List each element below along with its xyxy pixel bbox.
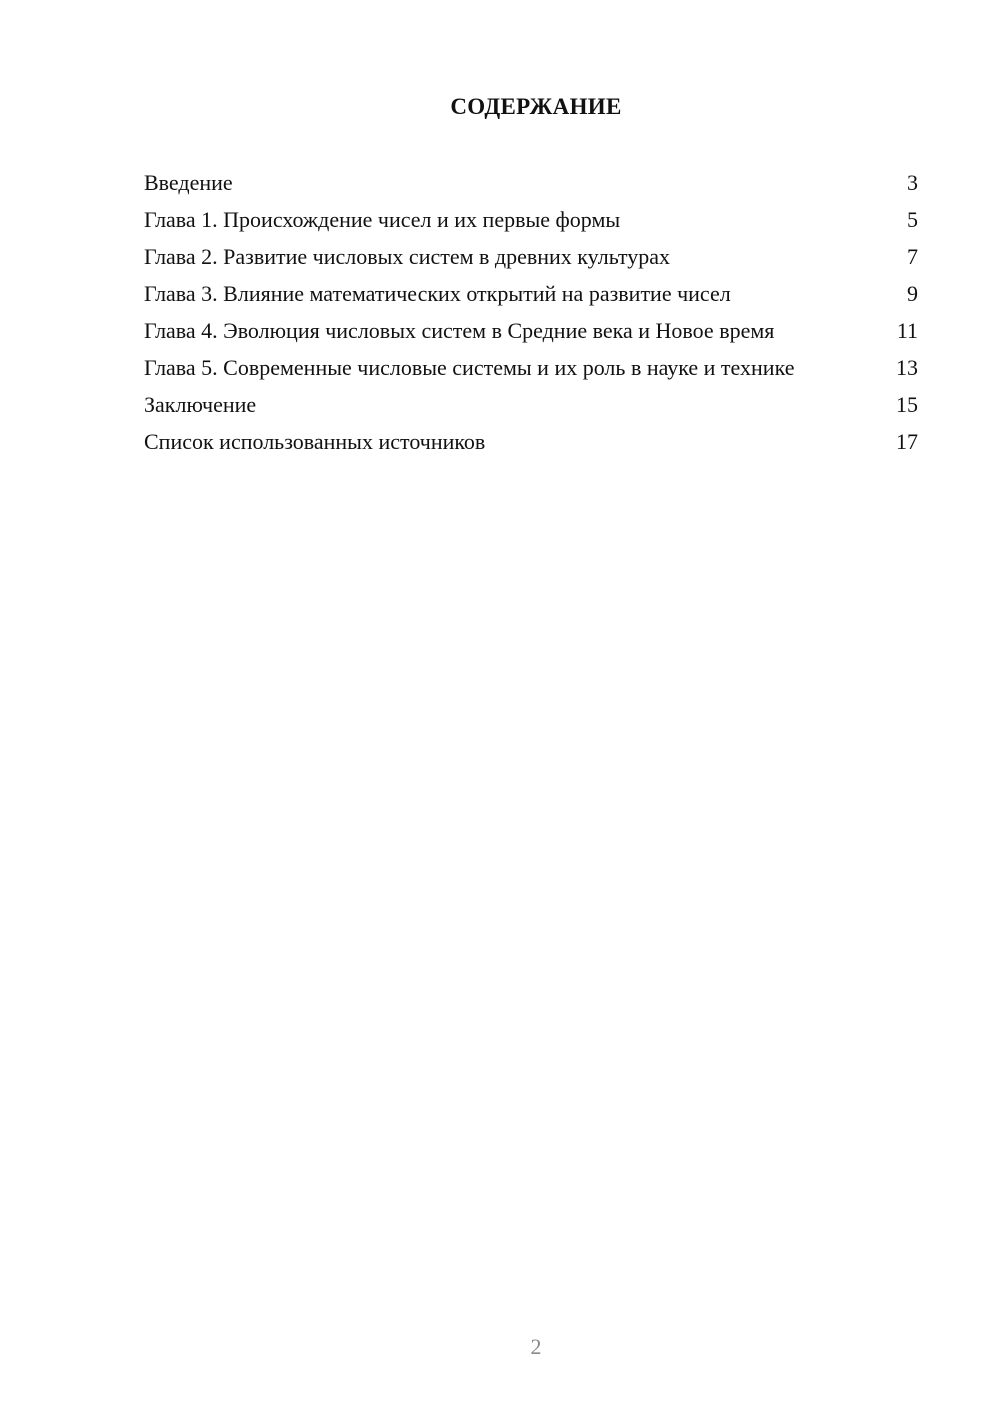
toc-entry-page: 15 <box>896 392 918 417</box>
toc-entry-page: 13 <box>896 355 918 380</box>
toc-entry-label: Заключение <box>144 392 257 417</box>
toc-entry-label: Глава 4. Эволюция числовых систем в Средние века и Новое время <box>144 318 775 343</box>
toc-entry-chapter-3 <box>144 281 918 307</box>
toc-entry-page: 9 <box>907 281 918 306</box>
toc-entry-label: Глава 5. Современные числовые системы и их роль в науке и технике <box>144 355 795 380</box>
table-of-contents <box>144 170 918 466</box>
toc-entry-page: 17 <box>896 429 918 454</box>
toc-entry-references <box>144 429 918 455</box>
toc-entry-chapter-5 <box>144 355 918 381</box>
toc-entry-chapter-4 <box>144 318 918 344</box>
toc-entry-label: Список использованных источников <box>144 429 486 454</box>
toc-entry-page: 11 <box>896 318 918 343</box>
toc-entry-page: 7 <box>907 244 918 269</box>
toc-entry-chapter-1 <box>144 207 918 233</box>
toc-entry-introduction <box>144 170 918 196</box>
toc-entry-label: Введение <box>144 170 233 195</box>
toc-entry-chapter-2 <box>144 244 918 270</box>
toc-entry-label: Глава 3. Влияние математических открытий на развитие чисел <box>144 281 731 306</box>
page-number: 2 <box>530 1334 542 1359</box>
toc-entry-label: Глава 1. Происхождение чисел и их первые формы <box>144 207 621 232</box>
toc-entry-conclusion <box>144 392 918 418</box>
toc-entry-label: Глава 2. Развитие числовых систем в древних культурах <box>144 244 670 269</box>
toc-entry-page: 5 <box>907 207 918 232</box>
page-title: СОДЕРЖАНИЕ <box>450 94 622 119</box>
toc-entry-page: 3 <box>907 170 918 195</box>
